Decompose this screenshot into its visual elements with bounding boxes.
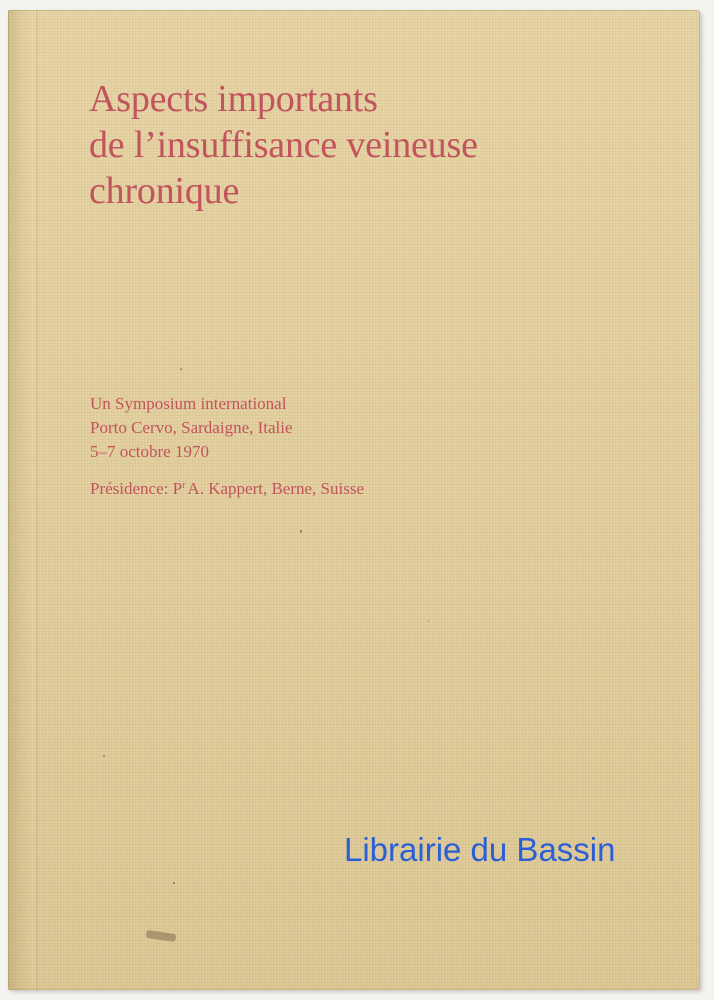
cover-scuff-mark	[146, 930, 177, 942]
presidence-name: A. Kappert, Berne, Suisse	[187, 479, 364, 498]
location-line: Porto Cervo, Sardaigne, Italie	[90, 418, 293, 437]
book-title	[89, 76, 649, 214]
presidence-label: Présidence: P	[90, 479, 183, 498]
spine-shading	[8, 10, 44, 990]
cover-speck	[428, 620, 429, 622]
seller-watermark: Librairie du Bassin	[344, 831, 616, 868]
symposium-line: Un Symposium international	[90, 394, 287, 413]
spine-groove	[36, 10, 38, 990]
cover-speck	[103, 755, 105, 757]
title-line-2: de l’insuffisance veineuse	[89, 124, 478, 166]
date-line: 5–7 octobre 1970	[90, 442, 209, 461]
cover-speck	[300, 530, 302, 533]
symposium-info	[90, 392, 650, 501]
cover-speck	[173, 882, 175, 884]
cover-speck	[180, 368, 182, 370]
presidence-superscript: r	[182, 480, 186, 491]
title-line-3: chronique	[89, 170, 240, 212]
title-line-1: Aspects importants	[89, 78, 378, 120]
presidence-line	[90, 474, 650, 501]
